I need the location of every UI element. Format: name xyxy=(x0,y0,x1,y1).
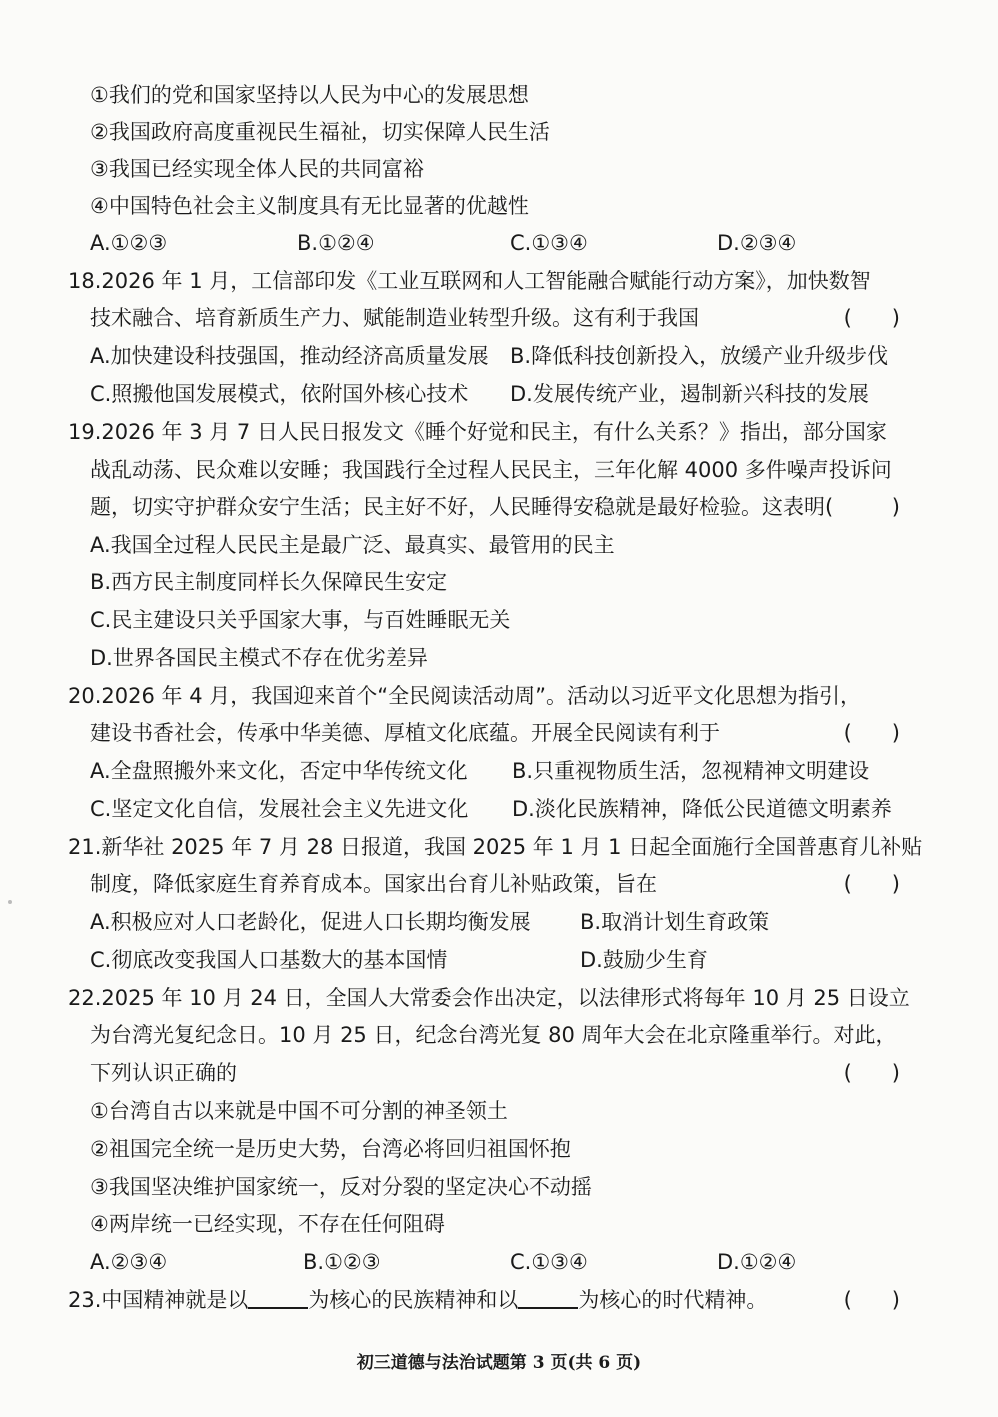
q18-option-d: D.发展传统产业，遏制新兴科技的发展 xyxy=(510,382,869,406)
q21-option-b: B.取消计划生育政策 xyxy=(580,910,770,934)
q17-option-a: A.①②③ xyxy=(90,231,168,255)
q22-option-a: A.②③④ xyxy=(90,1250,168,1274)
q23-blank-2 xyxy=(518,1287,578,1309)
q17-option-b: B.①②④ xyxy=(297,231,375,255)
page-footer: 初三道德与法治试题第 3 页(共 6 页) xyxy=(356,1353,642,1373)
q20-answer-paren: ( ) xyxy=(843,721,900,745)
q17-option-d: D.②③④ xyxy=(717,231,797,255)
scan-speck xyxy=(8,900,12,904)
q21-option-d: D.鼓励少生育 xyxy=(580,948,708,972)
q20-option-d: D.淡化民族精神，降低公民道德文明素养 xyxy=(512,797,892,821)
q19-answer-paren-close: ) xyxy=(891,495,900,519)
q22-option-d: D.①②④ xyxy=(717,1250,797,1274)
q21-option-a: A.积极应对人口老龄化，促进人口长期均衡发展 xyxy=(90,910,531,934)
q22-option-b: B.①②③ xyxy=(303,1250,381,1274)
q23-answer-paren: ( ) xyxy=(843,1288,900,1312)
q18-option-b: B.降低科技创新投入，放缓产业升级步伐 xyxy=(510,344,889,368)
q22-option-c: C.①③④ xyxy=(510,1250,588,1274)
q22-answer-paren: ( ) xyxy=(843,1061,900,1085)
q18-answer-paren: ( ) xyxy=(843,306,900,330)
q20-option-c: C.坚定文化自信，发展社会主义先进文化 xyxy=(90,797,469,821)
q20-option-a: A.全盘照搬外来文化，否定中华传统文化 xyxy=(90,759,468,783)
q21-option-c: C.彻底改变我国人口基数大的基本国情 xyxy=(90,948,448,972)
q20-option-b: B.只重视物质生活，忽视精神文明建设 xyxy=(512,759,870,783)
q18-option-a: A.加快建设科技强国，推动经济高质量发展 xyxy=(90,344,489,368)
q18-option-c: C.照搬他国发展模式，依附国外核心技术 xyxy=(90,382,469,406)
exam-page: ①我们的党和国家坚持以人民为中心的发展思想 ②我国政府高度重视民生福祉，切实保障人民生活 ③我国已经实现全体人民的共同富裕 ④中国特色社会主义制度具有无比显著的优越性 A.①②③ B.①②④ C.①③④ D.②③④ 18.2026 年 1 月，工信部印发《工业互联网和人工智能融合赋能行动方案》，加快数智 技术融合、培育新质生产力、赋能制造业转型升级。这有利于我国 ( ) A.加快建设科技强国，推动经济高质量发展 B.降低科技创新投入，放缓产业升级步伐 C.照搬他国发展模式，依附国外核心技术 D.发展传统产业，遏制新兴科技的发展 19.2026 年 3 月 7 日人民日报发文《睡个好觉和民主，有什么关系？》指出，部分国家 战乱动荡、民众难以安睡；我国践行全过程人民民主，三年化解 4000 多件噪声投诉问 题，切实守护群众安宁生活；民主好不好，人民睡得安稳就是最好检验。这表明( ) A.我国全过程人民民主是最广泛、最真实、最管用的民主 B.西方民主制度同样长久保障民生安定 C.民主建设只关乎国家大事，与百姓睡眠无关 D.世界各国民主模式不存在优劣差异 20.2026 年 4 月，我国迎来首个“全民阅读活动周”。活动以习近平文化思想为指引， 建设书香社会，传承中华美德、厚植文化底蕴。开展全民阅读有利于 ( ) A.全盘照搬外来文化，否定中华传统文化 B.只重视物质生活，忽视精神文明建设 C.坚定文化自信，发展社会主义先进文化 D.淡化民族精神，降低公民道德文明素养 21.新华社 2025 年 7 月 28 日报道，我国 2025 年 1 月 1 日起全面施行全国普惠育儿补贴 制度，降低家庭生育养育成本。国家出台育儿补贴政策，旨在 ( ) A.积极应对人口老龄化，促进人口长期均衡发展 B.取消计划生育政策 C.彻底改变我国人口基数大的基本国情 D.鼓励少生育 22.2025 年 10 月 24 日，全国人大常委会作出决定，以法律形式将每年 10 月 25 日设立 为台湾光复纪念日。10 月 25 日，纪念台湾光复 80 周年大会在北京隆重举行。对此， 下列认识正确的 ( ) ①台湾自古以来就是中国不可分割的神圣领土 ②祖国完全统一是历史大势，台湾必将回归祖国怀抱 ③我国坚决维护国家统一，反对分裂的坚定决心不动摇 ④两岸统一已经实现，不存在任何阻碍 A.②③④ B.①②③ C.①③④ D.①②④ 23.中国精神就是以 为核心的民族精神和以 为核心的时代精神。 ( ) 初三道德与法治试题第 3 页(共 6 页) xyxy=(0,0,998,1417)
q23-blank-1 xyxy=(248,1287,308,1309)
q21-answer-paren: ( ) xyxy=(843,872,900,896)
q17-option-c: C.①③④ xyxy=(510,231,588,255)
